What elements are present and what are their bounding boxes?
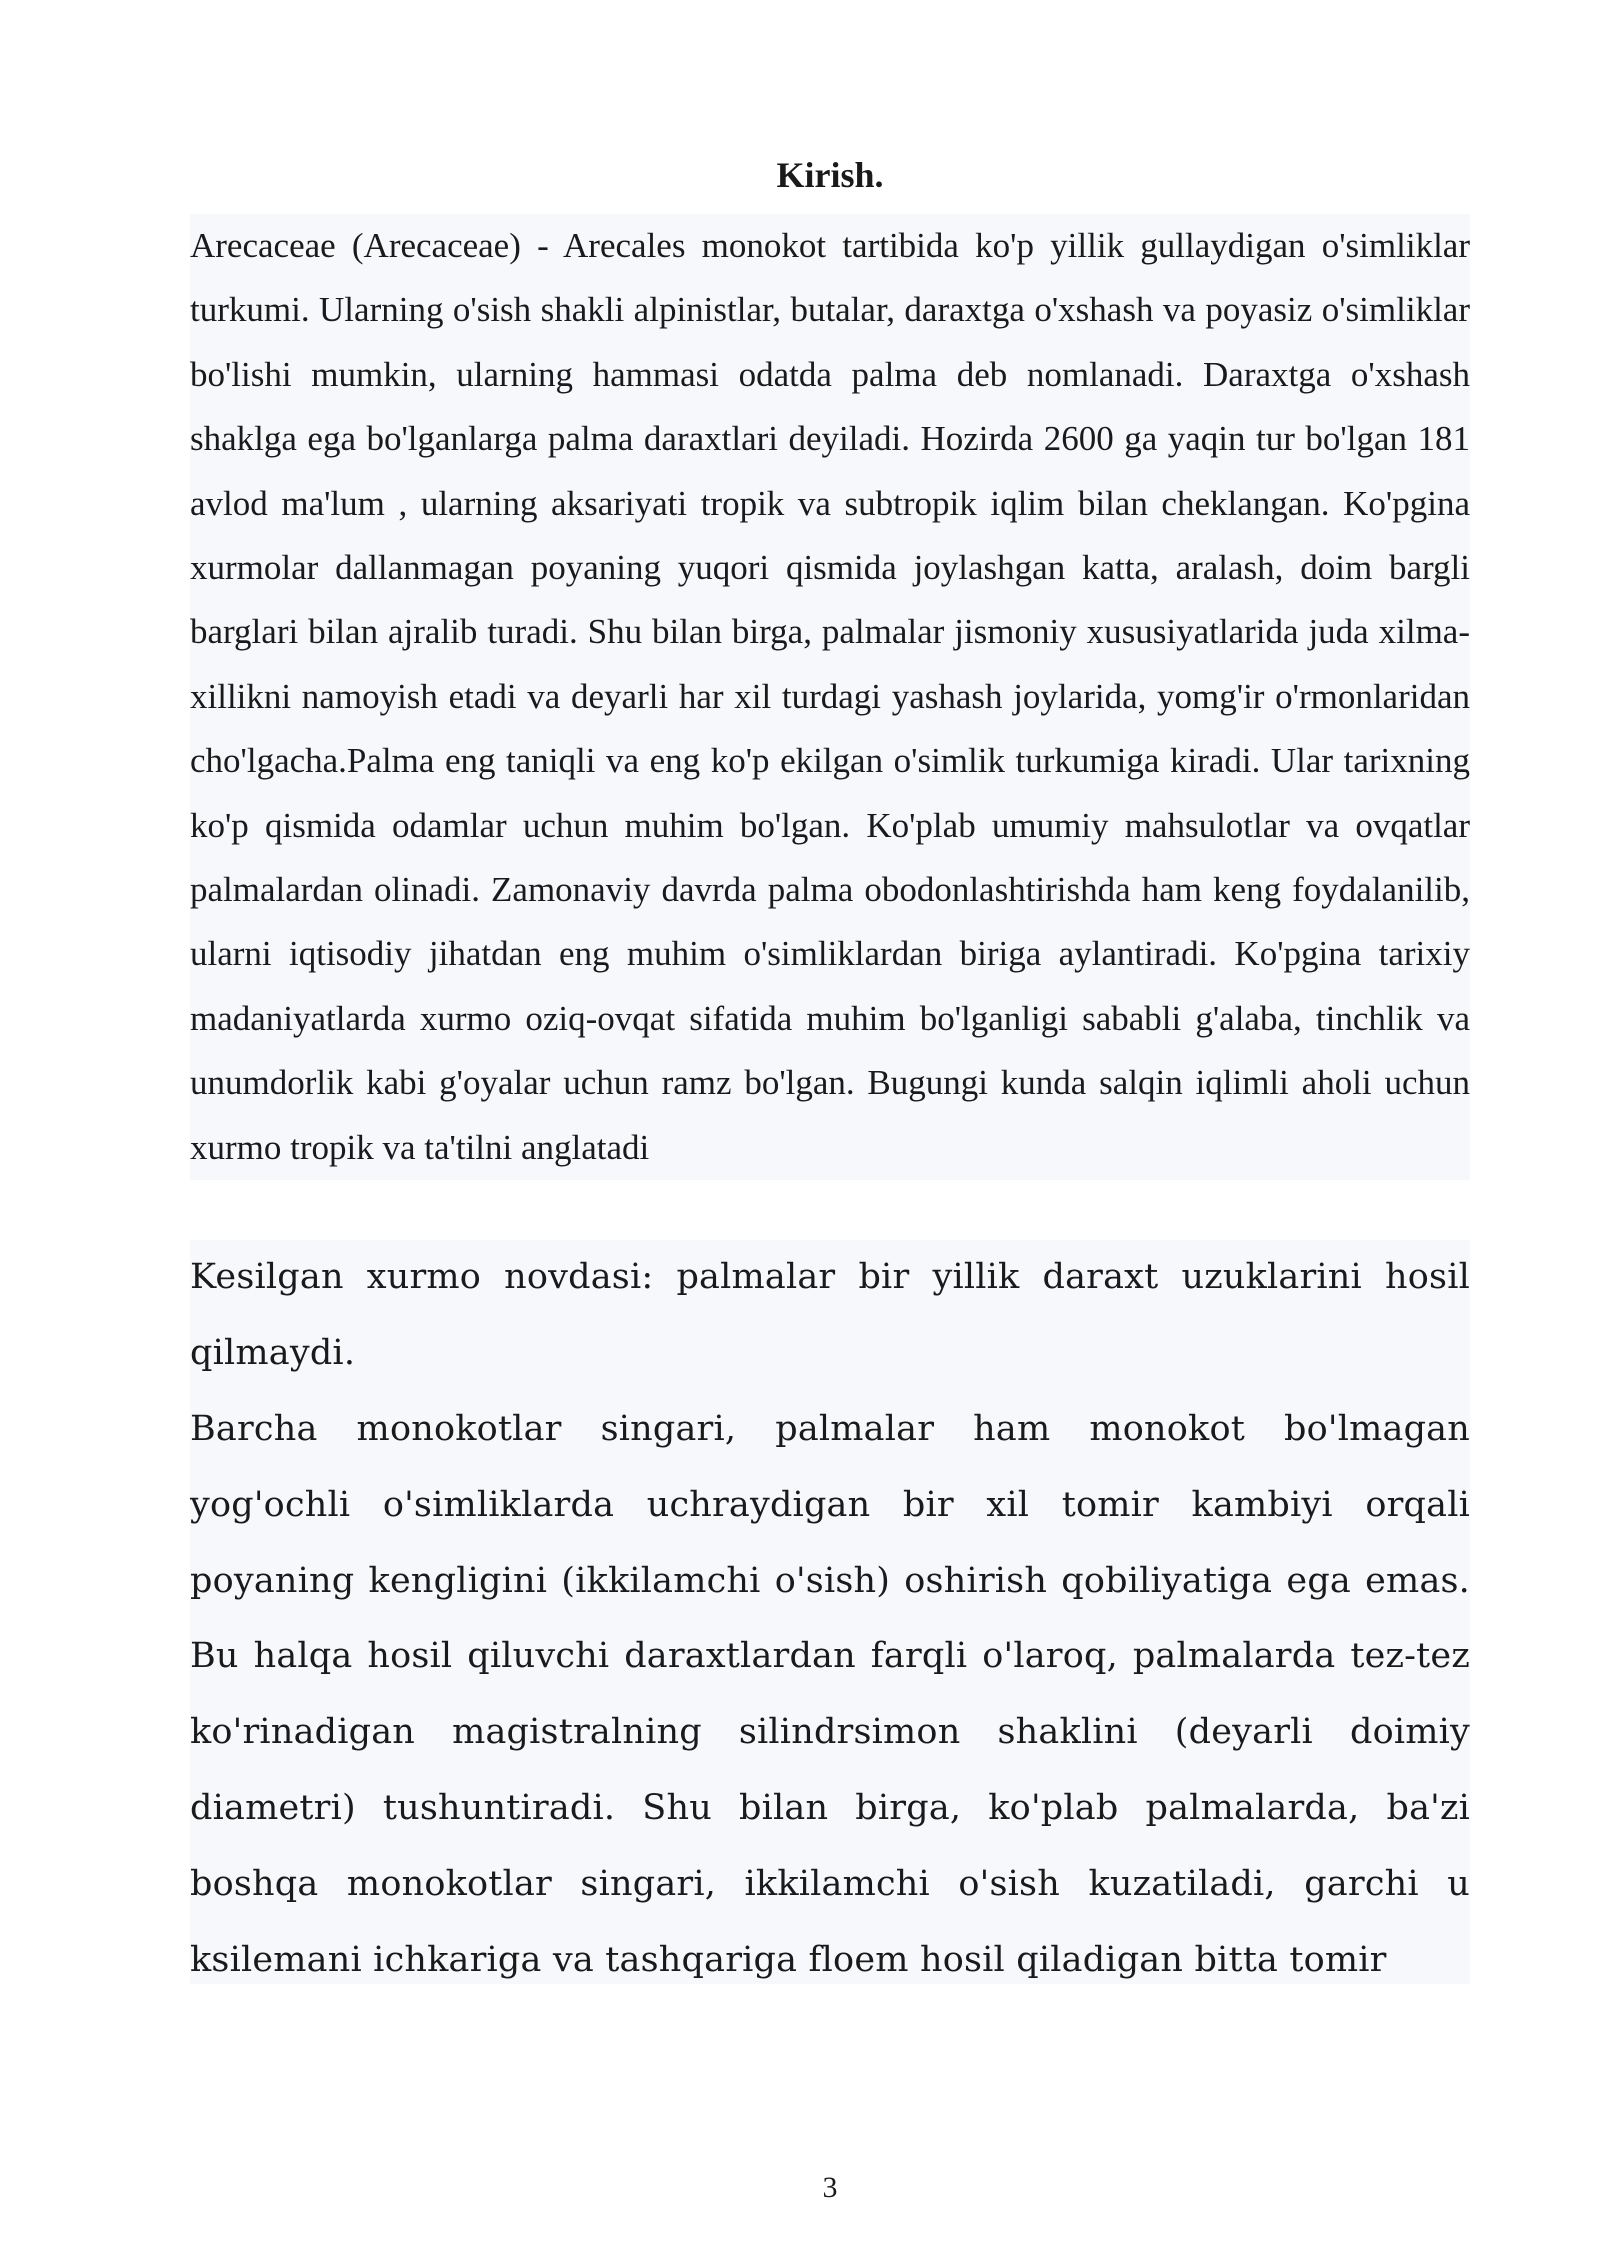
body-paragraph-monocots: Barcha monokotlar singari, palmalar ham monokot bo'lmagan yog'ochli o'simliklarda uchraydigan bir xil tomir kambiyi orqali poyaning kengligini (ikkilamchi o'sish) oshirish qobiliyatiga ega emas. Bu halqa hosil qiluvchi daraxtlardan farqli o'laroq, palmalarda tez-tez ko'rinadigan magistralning silindrsimon shaklini (deyarli doimiy diametri) tushuntiradi. Shu bilan birga, ko'plab palmalarda, ba'zi boshqa monokotlar singari, ikkilamchi o'sish kuzatiladi, garchi u ksilemani ichkariga va tashqariga floem hosil qiladigan bitta tomir <box>190 1392 1470 1984</box>
page-number: 3 <box>822 2171 838 2204</box>
body-paragraph-cut-branch: Kesilgan xurmo novdasi: palmalar bir yillik daraxt uzuklarini hosil qilmaydi. <box>190 1240 1470 1392</box>
body-paragraph-intro: Arecaceae (Arecaceae) - Arecales monokot tartibida ko'p yillik gullaydigan o'simliklar turkumi. Ularning o'sish shakli alpinistlar, butalar, daraxtga o'xshash va poyasiz o'simliklar bo'lishi mumkin, ularning hammasi odatda palma deb nomlanadi. Daraxtga o'xshash shaklga ega bo'lganlarga palma daraxtlari deyiladi. Hozirda 2600 ga yaqin tur bo'lgan 181 avlod ma'lum , ularning aksariyati tropik va subtropik iqlim bilan cheklangan. Ko'pgina xurmolar dallanmagan poyaning yuqori qismida joylashgan katta, aralash, doim bargli barglari bilan ajralib turadi. Shu bilan birga, palmalar jismoniy xususiyatlarida juda xilma-xillikni namoyish etadi va deyarli har xil turdagi yashash joylarida, yomg'ir o'rmonlaridan cho'lgacha.Palma eng taniqli va eng ko'p ekilgan o'simlik turkumiga kiradi. Ular tarixning ko'p qismida odamlar uchun muhim bo'lgan. Ko'plab umumiy mahsulotlar va ovqatlar palmalardan olinadi. Zamonaviy davrda palma obodonlashtirishda ham keng foydalanilib, ularni iqtisodiy jihatdan eng muhim o'simliklardan biriga aylantiradi. Ko'pgina tarixiy madaniyatlarda xurmo oziq-ovqat sifatida muhim bo'lganligi sababli g'alaba, tinchlik va unumdorlik kabi g'oyalar uchun ramz bo'lgan. Bugungi kunda salqin iqlimli aholi uchun xurmo tropik va ta'tilni anglatadi <box>190 214 1470 1180</box>
section-heading: Kirish. <box>776 155 884 195</box>
